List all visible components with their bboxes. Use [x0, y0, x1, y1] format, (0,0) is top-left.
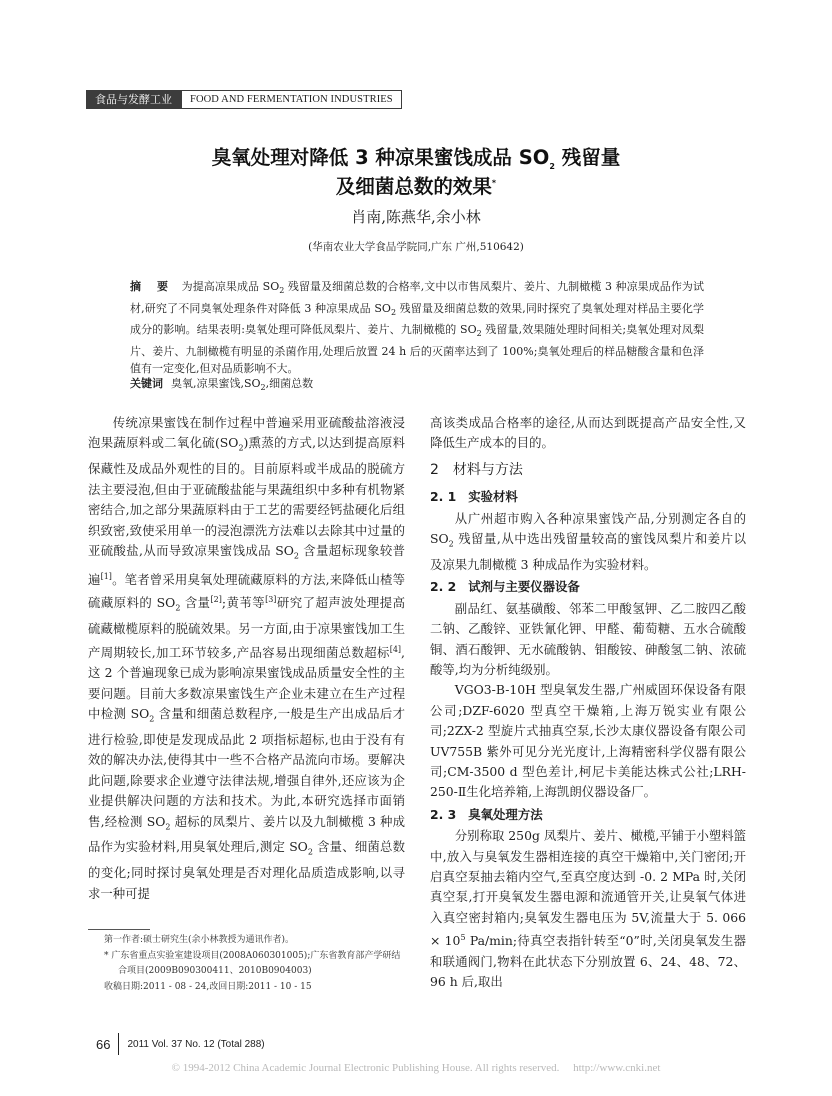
- footnote-dates: 收稿日期:2011 - 08 - 24,改回日期:2011 - 10 - 15: [104, 981, 312, 992]
- authors: 肖南,陈燕华,余小林: [351, 208, 481, 226]
- section-name-cn: 食品与发酵工业: [86, 90, 181, 109]
- intro-paragraph: 传统凉果蜜饯在制作过程中普遍采用亚硫酸盐溶液浸泡果蔬原料或二氧化硫$(SO_2)$熏蒸的方式,以达到提高原料保藏性及成品外观性的目的。目前原料或半成品的脱硫方法主要浸泡,但由于亚硫酸盐能与果蔬组织中多种有机物紧密结合,加之部分果蔬原料由于工艺的需要经钙盐硬化后组织致密,致使采用单一的浸泡漂洗方法难以去除其中过量的亚硫酸盐,从而导致凉果蜜饯成品 $SO_2$ 含量超标现象较普遍[1]。笔者曾采用臭氧处理硫藏原料的方法,来降低山楂等硫藏原料的 $SO_2$ 含量[2];黄苇等[3]研究了超声波处理提高硫藏橄榄原料的脱硫效果。另一方面,由于凉果蜜饯加工生产周期较长,加工环节较多,产品容易出现细菌总数超标[4],这 2 个普遍现象已成为影响凉果蜜饯成品质量安全性的主要问题。目前大多数凉果蜜饯生产企业未建立在生产过程中检测 $SO_2$ 含量和细菌总数程序,一般是生产出成品后才进行检验,即使是发现成品此 2 项指标超标,也由于没有有效的解决办法,使得其中一些不合格产品流向市场。要解决此问题,除要求企业遵守法律法规,增强自律外,还应该为企业提供解决问题的方法和技术。为此,本研究选择市面销售,经检测 $SO_2$ 超标的凤梨片、姜片以及九制橄榄 3 种成品作为实验材料,用臭氧处理后,测定 $SO_2$ 含量、细菌总数的变化;同时探讨臭氧处理是否对理化品质造成影响,以寻求一种可提: [88, 415, 405, 901]
- citation-4: [4]: [389, 644, 402, 654]
- footnotes: [104, 933, 408, 995]
- citation-2: [2]: [210, 595, 222, 605]
- affiliation: (华南农业大学食品学院同,广东 广州,510642): [308, 241, 524, 253]
- instruments-paragraph: VGO3-B-10H 型臭氧发生器,广州威固环保设备有限公司;DZF-6020 型真空干燥箱,上海万锐实业有限公司;2ZX-2 型旋片式抽真空泵,长沙太康仪器设备有限公司 UV755B 紫外可见分光光度计,上海精密科学仪器有限公司;CM-3500 d 型色差计,柯尼卡美能达株式公社;LRH-250-Ⅱ生化培养箱,上海凯朗仪器设备厂。: [430, 682, 746, 800]
- abstract: 摘 要 为提高凉果成品 $SO_2$ 残留量及细菌总数的合格率,文中以市售凤梨片、姜片、九制橄榄 3 种凉果成品作为试材,研究了不同臭氧处理条件对降低 3 种凉果成品 $SO_2$ 残留量及细菌总数的效果,同时探究了臭氧处理对样品主要化学成分的影响。结果表明:臭氧处理可降低凤梨片、姜片、九制橄榄的 $SO_2$ 残留量,效果随处理时间相关;臭氧处理对凤梨片、姜片、九制橄榄有明显的杀菌作用,处理后放置 24 h 后的灭菌率达到了 100%;臭氧处理后的样品糖酸含量和色泽值有一定变化,但对品质影响不大。: [130, 280, 704, 376]
- page-footer: [96, 1033, 265, 1055]
- right-column: [430, 413, 746, 993]
- ozone-method-paragraph: 分别称取 250g 凤梨片、姜片、橄榄,平铺于小塑料篮中,放入与臭氧发生器相连接的真空干燥箱中,关门密闭;开启真空泵抽去箱内空气,至真空度达到 -0. 2 MPa 时,关闭真空泵,打开臭氧发生器电源和流通管开关,让臭氧气体进入真空密封箱内;臭氧发生器电压为 5V,流量大于 5. $066 \times 10^5$ Pa/min;待真空表指针转至“0”时,关闭臭氧发生器和联通阀门,物料在此状态下分别放置 6、24、48、72、96 h 后,取出: [430, 828, 747, 990]
- paper-title-line1: 臭氧处理对降低 3 种凉果蜜饯成品 $SO_2$ 残留量: [211, 146, 621, 171]
- page-number: 66: [96, 1036, 111, 1052]
- copyright-watermark: © 1994-2012 China Academic Journal Electronic Publishing House. All rights reserved. http://www.cnki.net: [171, 1062, 661, 1074]
- subsection-2-3-heading: 2. 3 臭氧处理方法: [430, 806, 543, 822]
- citation-1: [1]: [100, 571, 112, 581]
- subsection-2-1-heading: 2. 1 实验材料: [430, 489, 518, 505]
- section-name-en: FOOD AND FERMENTATION INDUSTRIES: [181, 90, 402, 109]
- materials-paragraph: 从广州超市购入各种凉果蜜饯产品,分别测定各自的 $SO_2$ 残留量,从中选出残留量较高的蜜饯凤梨片和姜片以及凉果九制橄榄 3 种成品作为实验材料。: [430, 510, 746, 572]
- abstract-label: 摘 要: [130, 280, 175, 293]
- intro-continuation: 高该类成品合格率的途径,从而达到既提高产品安全性,又降低生产成本的目的。: [430, 415, 746, 451]
- citation-3: [3]: [265, 595, 277, 605]
- left-column: [88, 413, 405, 904]
- issue-info: 2011 Vol. 37 No. 12 (Total 288): [127, 1038, 265, 1050]
- footnote-divider: [88, 929, 150, 930]
- keywords-label: 关键词: [130, 377, 163, 390]
- footnote-funding: * 广东省重点实验室建设项目(2008A060301005);广东省教育部产学研结合项目(2009B090300411、2010B0904003): [104, 950, 401, 977]
- footnote-author: 第一作者:硕士研究生(余小林教授为通讯作者)。: [104, 935, 295, 945]
- subsection-2-2-heading: 2. 2 试剂与主要仪器设备: [430, 579, 580, 595]
- journal-section-header: [86, 90, 402, 109]
- reagents-paragraph: 副品红、氨基磺酸、邻苯二甲酸氢钾、乙二胺四乙酸二钠、乙酸锌、亚铁氰化钾、甲醛、葡萄糖、五水合硫酸铜、酒石酸钾、无水硫酸钠、钼酸铵、砷酸氢二钠、浓硫酸等,均为分析纯级别。: [430, 600, 746, 677]
- keywords: 关键词 臭氧,凉果蜜饯$,SO_2$,细菌总数: [130, 377, 314, 393]
- paper-title-line2: 及细菌总数的效果*: [335, 175, 497, 198]
- section-heading-2: 2 材料与方法: [430, 461, 523, 478]
